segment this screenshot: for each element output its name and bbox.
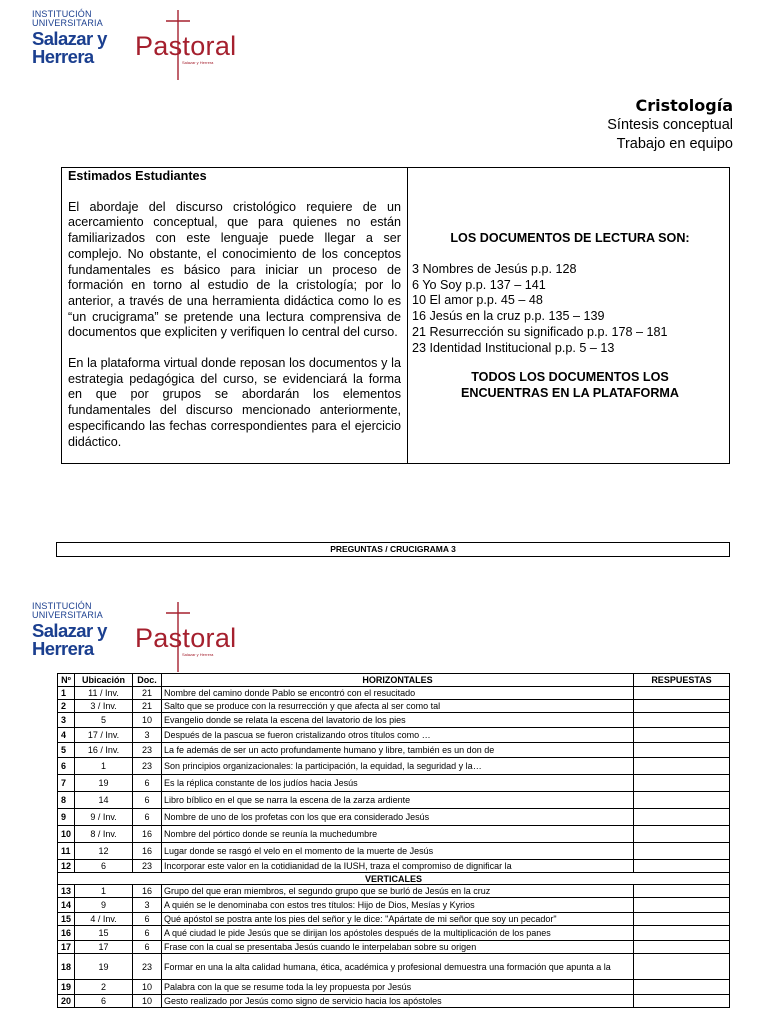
logo-pastoral-sub: Salazar y Herrera bbox=[182, 652, 214, 657]
logo-pastoral: Pastoral bbox=[135, 31, 237, 61]
row-number: 9 bbox=[58, 809, 75, 826]
table-row bbox=[58, 775, 730, 792]
doc-item: 10 El amor p.p. 45 – 48 bbox=[412, 293, 543, 308]
row-location: 14 bbox=[75, 792, 133, 809]
table-row bbox=[58, 809, 730, 826]
table-row bbox=[58, 926, 730, 941]
row-doc: 23 bbox=[133, 860, 162, 873]
answer-field[interactable] bbox=[634, 898, 730, 913]
row-number: 7 bbox=[58, 775, 75, 792]
doc-item: 21 Resurrección su significado p.p. 178 – 181 bbox=[412, 324, 668, 339]
intro-paragraph-1: El abordaje del discurso cristológico requiere de un acercamiento conceptual, que para quienes no están familiarizados con este lenguaje puede llegar a ser complejo. No obstante, el conocimiento de los conceptos fundamentales es básico para iniciar un proceso de formación en torno al estudio de la cristología; por lo anterior, a través de una herramienta didáctica como lo es “un crucigrama” se pretende una lectura comprensiva de documentos que expliciten y verifiquen lo central del curso. bbox=[68, 199, 401, 340]
row-question: Evangelio donde se relata la escena del lavatorio de los pies bbox=[162, 713, 634, 728]
row-number: 6 bbox=[58, 758, 75, 775]
row-location: 17 bbox=[75, 941, 133, 954]
table-row bbox=[58, 941, 730, 954]
logo-name-line2: Herrera bbox=[32, 46, 94, 67]
crossword-table bbox=[57, 673, 730, 1008]
row-location: 5 bbox=[75, 713, 133, 728]
logo-pastoral: Pastoral bbox=[135, 623, 237, 653]
row-doc: 6 bbox=[133, 792, 162, 809]
intro-letter bbox=[68, 168, 401, 450]
row-location: 15 bbox=[75, 926, 133, 941]
table-row bbox=[58, 913, 730, 926]
row-doc: 10 bbox=[133, 995, 162, 1008]
row-question: A quién se le denominaba con estos tres títulos: Hijo de Dios, Mesías y Kyrios bbox=[162, 898, 634, 913]
row-location: 6 bbox=[75, 860, 133, 873]
logo-institution-line1: INSTITUCIÓN bbox=[32, 9, 92, 19]
logo-pastoral-sub: Salazar y Herrera bbox=[182, 60, 214, 65]
answer-field[interactable] bbox=[634, 687, 730, 700]
row-number: 2 bbox=[58, 700, 75, 713]
table-row bbox=[58, 995, 730, 1008]
row-question: Nombre del pórtico donde se reunía la muchedumbre bbox=[162, 826, 634, 843]
row-question: Qué apóstol se postra ante los pies del señor y le dice: "Apártate de mi señor que soy un pecador" bbox=[162, 913, 634, 926]
row-location: 19 bbox=[75, 775, 133, 792]
table-row bbox=[58, 743, 730, 758]
row-question: Frase con la cual se presentaba Jesús cuando le interpelaban sobre su origen bbox=[162, 941, 634, 954]
table-row bbox=[58, 843, 730, 860]
table-row bbox=[58, 980, 730, 995]
answer-field[interactable] bbox=[634, 843, 730, 860]
row-location: 4 / Inv. bbox=[75, 913, 133, 926]
answer-field[interactable] bbox=[634, 995, 730, 1008]
row-question: Salto que se produce con la resurrección y que afecta al ser como tal bbox=[162, 700, 634, 713]
table-row bbox=[58, 954, 730, 980]
logo-name-line2: Herrera bbox=[32, 638, 94, 659]
row-location: 19 bbox=[75, 954, 133, 980]
row-number: 1 bbox=[58, 687, 75, 700]
logo-name-line1: Salazar y bbox=[32, 28, 107, 49]
table-row bbox=[58, 687, 730, 700]
row-number: 20 bbox=[58, 995, 75, 1008]
answer-field[interactable] bbox=[634, 941, 730, 954]
row-question: Es la réplica constante de los judíos hacia Jesús bbox=[162, 775, 634, 792]
doc-item: 3 Nombres de Jesús p.p. 128 bbox=[412, 262, 577, 276]
row-location: 6 bbox=[75, 995, 133, 1008]
logo-institution-line2: UNIVERSITARIA bbox=[32, 18, 103, 28]
row-number: 17 bbox=[58, 941, 75, 954]
row-question: La fe además de ser un acto profundamente humano y libre, también es un don de bbox=[162, 743, 634, 758]
section-row bbox=[58, 873, 730, 885]
row-doc: 16 bbox=[133, 826, 162, 843]
answer-field[interactable] bbox=[634, 775, 730, 792]
platform-note bbox=[412, 370, 728, 401]
answer-field[interactable] bbox=[634, 826, 730, 843]
answer-field[interactable] bbox=[634, 885, 730, 898]
header-doc: Doc. bbox=[133, 674, 162, 687]
table-row bbox=[58, 758, 730, 775]
row-doc: 6 bbox=[133, 913, 162, 926]
row-location: 2 bbox=[75, 980, 133, 995]
header-answers: RESPUESTAS bbox=[634, 674, 730, 687]
row-location: 3 / Inv. bbox=[75, 700, 133, 713]
row-number: 18 bbox=[58, 954, 75, 980]
table-row bbox=[58, 898, 730, 913]
row-doc: 23 bbox=[133, 758, 162, 775]
answer-field[interactable] bbox=[634, 980, 730, 995]
answer-field[interactable] bbox=[634, 743, 730, 758]
greeting: Estimados Estudiantes bbox=[68, 169, 207, 183]
row-doc: 16 bbox=[133, 885, 162, 898]
row-location: 11 / Inv. bbox=[75, 687, 133, 700]
row-doc: 3 bbox=[133, 898, 162, 913]
institution-logo-2 bbox=[30, 600, 237, 680]
row-question: Palabra con la que se resume toda la ley propuesta por Jesús bbox=[162, 980, 634, 995]
row-location: 9 bbox=[75, 898, 133, 913]
row-number: 4 bbox=[58, 728, 75, 743]
row-question: Formar en una la alta calidad humana, ética, académica y profesional demuestra una formación que apunta a la bbox=[162, 954, 634, 980]
row-question: Gesto realizado por Jesús como signo de servicio hacia los apóstoles bbox=[162, 995, 634, 1008]
row-question: Libro bíblico en el que se narra la escena de la zarza ardiente bbox=[162, 792, 634, 809]
table-row bbox=[58, 826, 730, 843]
row-number: 10 bbox=[58, 826, 75, 843]
institution-logo bbox=[30, 8, 237, 88]
document-title-block bbox=[607, 96, 733, 154]
table-row bbox=[58, 885, 730, 898]
answer-field[interactable] bbox=[634, 809, 730, 826]
table-row bbox=[58, 713, 730, 728]
page-title: Cristología bbox=[635, 96, 733, 115]
platform-note-line2: ENCUENTRAS EN LA PLATAFORMA bbox=[460, 385, 680, 400]
row-number: 14 bbox=[58, 898, 75, 913]
row-doc: 6 bbox=[133, 775, 162, 792]
row-doc: 6 bbox=[133, 926, 162, 941]
row-question: Incorporar este valor en la cotidianidad de la IUSH, traza el compromiso de dignificar la bbox=[162, 860, 634, 873]
row-question: Después de la pascua se fueron cristalizando otros títulos como … bbox=[162, 728, 634, 743]
header-horizontal: HORIZONTALES bbox=[162, 674, 634, 687]
answer-field[interactable] bbox=[634, 792, 730, 809]
row-question: Son principios organizacionales: la participación, la equidad, la seguridad y la… bbox=[162, 758, 634, 775]
answer-field[interactable] bbox=[634, 860, 730, 873]
row-number: 13 bbox=[58, 885, 75, 898]
answer-field[interactable] bbox=[634, 758, 730, 775]
doc-item: 16 Jesús en la cruz p.p. 135 – 139 bbox=[412, 309, 605, 324]
row-number: 16 bbox=[58, 926, 75, 941]
header-location: Ubicación bbox=[75, 674, 133, 687]
row-doc: 10 bbox=[133, 980, 162, 995]
row-number: 12 bbox=[58, 860, 75, 873]
section-bar: PREGUNTAS / CRUCIGRAMA 3 bbox=[56, 542, 730, 557]
row-doc: 16 bbox=[133, 843, 162, 860]
table-header-row bbox=[58, 674, 730, 687]
intro-paragraph-2: En la plataforma virtual donde reposan los documentos y la estrategia pedagógica del curso, se evidenciará la forma en que por grupos se abordarán los elementos fundamentales del discurso mencionado anteriormente, especificando las fechas correspondientes para el ejercicio didáctico. bbox=[68, 356, 401, 449]
answer-field[interactable] bbox=[634, 713, 730, 728]
row-question: Grupo del que eran miembros, el segundo grupo que se burló de Jesús en la cruz bbox=[162, 885, 634, 898]
row-number: 15 bbox=[58, 913, 75, 926]
row-question: Nombre del camino donde Pablo se encontró con el resucitado bbox=[162, 687, 634, 700]
row-location: 12 bbox=[75, 843, 133, 860]
row-number: 8 bbox=[58, 792, 75, 809]
page-subtitle: Síntesis conceptual bbox=[607, 117, 733, 133]
logo-name-line1: Salazar y bbox=[32, 620, 107, 641]
answer-field[interactable] bbox=[634, 954, 730, 980]
platform-note-line1: TODOS LOS DOCUMENTOS LOS bbox=[471, 370, 669, 384]
intro-divider bbox=[407, 168, 408, 463]
page-subtitle-2: Trabajo en equipo bbox=[616, 136, 733, 152]
row-number: 19 bbox=[58, 980, 75, 995]
row-location: 17 / Inv. bbox=[75, 728, 133, 743]
docs-heading: LOS DOCUMENTOS DE LECTURA SON: bbox=[450, 231, 690, 245]
intro-box bbox=[61, 167, 730, 464]
answer-field[interactable] bbox=[634, 926, 730, 941]
row-location: 8 / Inv. bbox=[75, 826, 133, 843]
table-row bbox=[58, 728, 730, 743]
logo-institution-line2: UNIVERSITARIA bbox=[32, 610, 103, 620]
row-doc: 21 bbox=[133, 687, 162, 700]
doc-item: 6 Yo Soy p.p. 137 – 141 bbox=[412, 277, 546, 292]
row-doc: 6 bbox=[133, 941, 162, 954]
row-number: 5 bbox=[58, 743, 75, 758]
row-doc: 21 bbox=[133, 700, 162, 713]
row-doc: 23 bbox=[133, 743, 162, 758]
row-doc: 23 bbox=[133, 954, 162, 980]
table-row bbox=[58, 860, 730, 873]
row-location: 16 / Inv. bbox=[75, 743, 133, 758]
answer-field[interactable] bbox=[634, 728, 730, 743]
row-doc: 3 bbox=[133, 728, 162, 743]
row-question: Lugar donde se rasgó el velo en el momento de la muerte de Jesús bbox=[162, 843, 634, 860]
doc-item: 23 Identidad Institucional p.p. 5 – 13 bbox=[412, 340, 615, 355]
table-row bbox=[58, 700, 730, 713]
row-location: 9 / Inv. bbox=[75, 809, 133, 826]
answer-field[interactable] bbox=[634, 700, 730, 713]
row-question: Nombre de uno de los profetas con los que era considerado Jesús bbox=[162, 809, 634, 826]
answer-field[interactable] bbox=[634, 913, 730, 926]
row-location: 1 bbox=[75, 885, 133, 898]
row-number: 11 bbox=[58, 843, 75, 860]
row-question: A qué ciudad le pide Jesús que se dirijan los apóstoles después de la multiplicación de los panes bbox=[162, 926, 634, 941]
header-number: Nº bbox=[58, 674, 75, 687]
row-number: 3 bbox=[58, 713, 75, 728]
verticals-label: VERTICALES bbox=[58, 873, 730, 885]
table-row bbox=[58, 792, 730, 809]
docs-list bbox=[412, 262, 668, 356]
row-doc: 6 bbox=[133, 809, 162, 826]
row-doc: 10 bbox=[133, 713, 162, 728]
logo-institution-line1: INSTITUCIÓN bbox=[32, 601, 92, 611]
row-location: 1 bbox=[75, 758, 133, 775]
